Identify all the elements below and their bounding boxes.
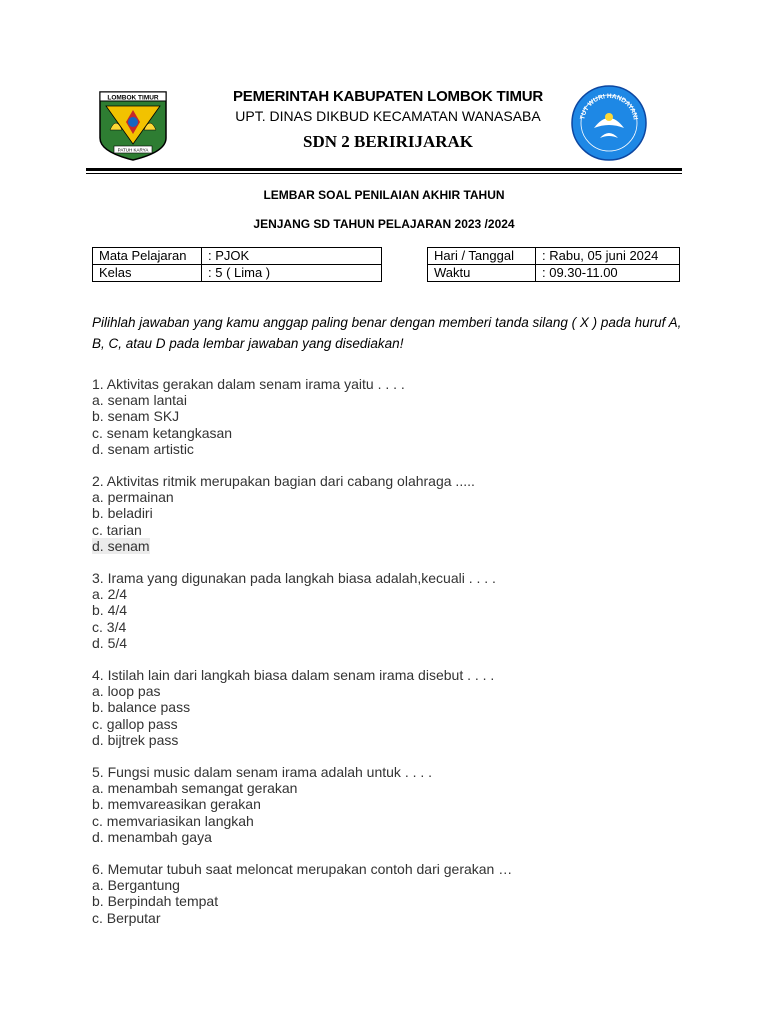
answer-option: a. 2/4: [92, 586, 128, 603]
question-text: 5. Fungsi music dalam senam irama adalah untuk . . . .: [92, 764, 433, 781]
answer-option: d. bijtrek pass: [92, 731, 179, 748]
header-rule-thick: [86, 168, 682, 171]
info-table-left: [92, 247, 382, 282]
info-row: [428, 248, 680, 265]
info-row: [93, 265, 382, 282]
question-text: 3. Irama yang digunakan pada langkah biasa adalah,kecuali . . . .: [92, 570, 496, 587]
answer-option: a. loop pas: [92, 683, 161, 700]
info-label: Hari / Tanggal: [428, 248, 536, 265]
answer-option: c. memvariasikan langkah: [92, 812, 254, 829]
info-label: Waktu: [428, 265, 536, 282]
answer-option: d. 5/4: [92, 634, 128, 651]
answer-option: c. tarian: [92, 521, 142, 538]
svg-text:LOMBOK TIMUR: LOMBOK TIMUR: [107, 94, 159, 102]
answer-option: b. memvareasikan gerakan: [92, 796, 261, 813]
question-list: [92, 376, 692, 942]
info-table-right: [427, 247, 680, 282]
tut-wuri-handayani-logo: [570, 84, 648, 162]
header-line-2: UPT. DINAS DIKBUD KECAMATAN WANASABA: [235, 108, 541, 124]
question-text: 4. Istilah lain dari langkah biasa dalam senam irama disebut . . . .: [92, 667, 495, 684]
answer-option: b. 4/4: [92, 602, 128, 619]
question-item: [92, 667, 692, 748]
answer-option: b. balance pass: [92, 699, 191, 716]
answer-option: a. senam lantai: [92, 392, 187, 409]
answer-option: b. senam SKJ: [92, 408, 180, 425]
answer-option: c. gallop pass: [92, 715, 178, 732]
info-value: : Rabu, 05 juni 2024: [536, 248, 680, 265]
answer-option: a. Bergantung: [92, 877, 180, 894]
answer-option: a. permainan: [92, 489, 174, 506]
question-item: [92, 861, 692, 926]
question-item: [92, 570, 692, 651]
lombok-timur-crest-logo: [96, 86, 170, 162]
header-line-1: PEMERINTAH KABUPATEN LOMBOK TIMUR: [232, 88, 544, 105]
question-item: [92, 764, 692, 845]
info-value: : PJOK: [202, 248, 382, 265]
svg-text:PATUH KARYA: PATUH KARYA: [117, 147, 149, 153]
header-rule-thin: [86, 173, 682, 174]
info-label: Kelas: [93, 265, 202, 282]
answer-option: b. Berpindah tempat: [92, 893, 219, 910]
answer-option: c. 3/4: [92, 618, 127, 635]
info-value: : 09.30-11.00: [536, 265, 680, 282]
answer-option: d. senam: [92, 537, 150, 554]
question-item: [92, 376, 692, 457]
info-label: Mata Pelajaran: [93, 248, 202, 265]
exam-subtitle: JENJANG SD TAHUN PELAJARAN 2023 /2024: [253, 217, 515, 231]
school-name: SDN 2 BERIRIJARAK: [302, 132, 474, 151]
answer-option: d. menambah gaya: [92, 828, 212, 845]
question-text: 6. Memutar tubuh saat meloncat merupakan contoh dari gerakan …: [92, 861, 513, 878]
exam-title: LEMBAR SOAL PENILAIAN AKHIR TAHUN: [263, 188, 505, 202]
info-row: [428, 265, 680, 282]
answer-option: c. senam ketangkasan: [92, 424, 233, 441]
info-row: [93, 248, 382, 265]
answer-option: c. Berputar: [92, 909, 161, 926]
info-value: : 5 ( Lima ): [202, 265, 382, 282]
question-text: 1. Aktivitas gerakan dalam senam irama yaitu . . . .: [92, 376, 405, 392]
question-text: 2. Aktivitas ritmik merupakan bagian dari cabang olahraga .....: [92, 473, 475, 490]
question-item: [92, 473, 692, 554]
answer-option: b. beladiri: [92, 505, 153, 522]
answer-option: a. menambah semangat gerakan: [92, 780, 298, 797]
instruction-text: Pilihlah jawaban yang kamu anggap paling benar dengan memberi tanda silang ( X ) pada huruf A, B, C, atau D pada lembar jawaban yang disediakan!: [92, 315, 682, 351]
answer-option: d. senam artistic: [92, 440, 194, 457]
svg-text:TUT WURI HANDAYANI: TUT WURI HANDAYANI: [579, 92, 639, 121]
